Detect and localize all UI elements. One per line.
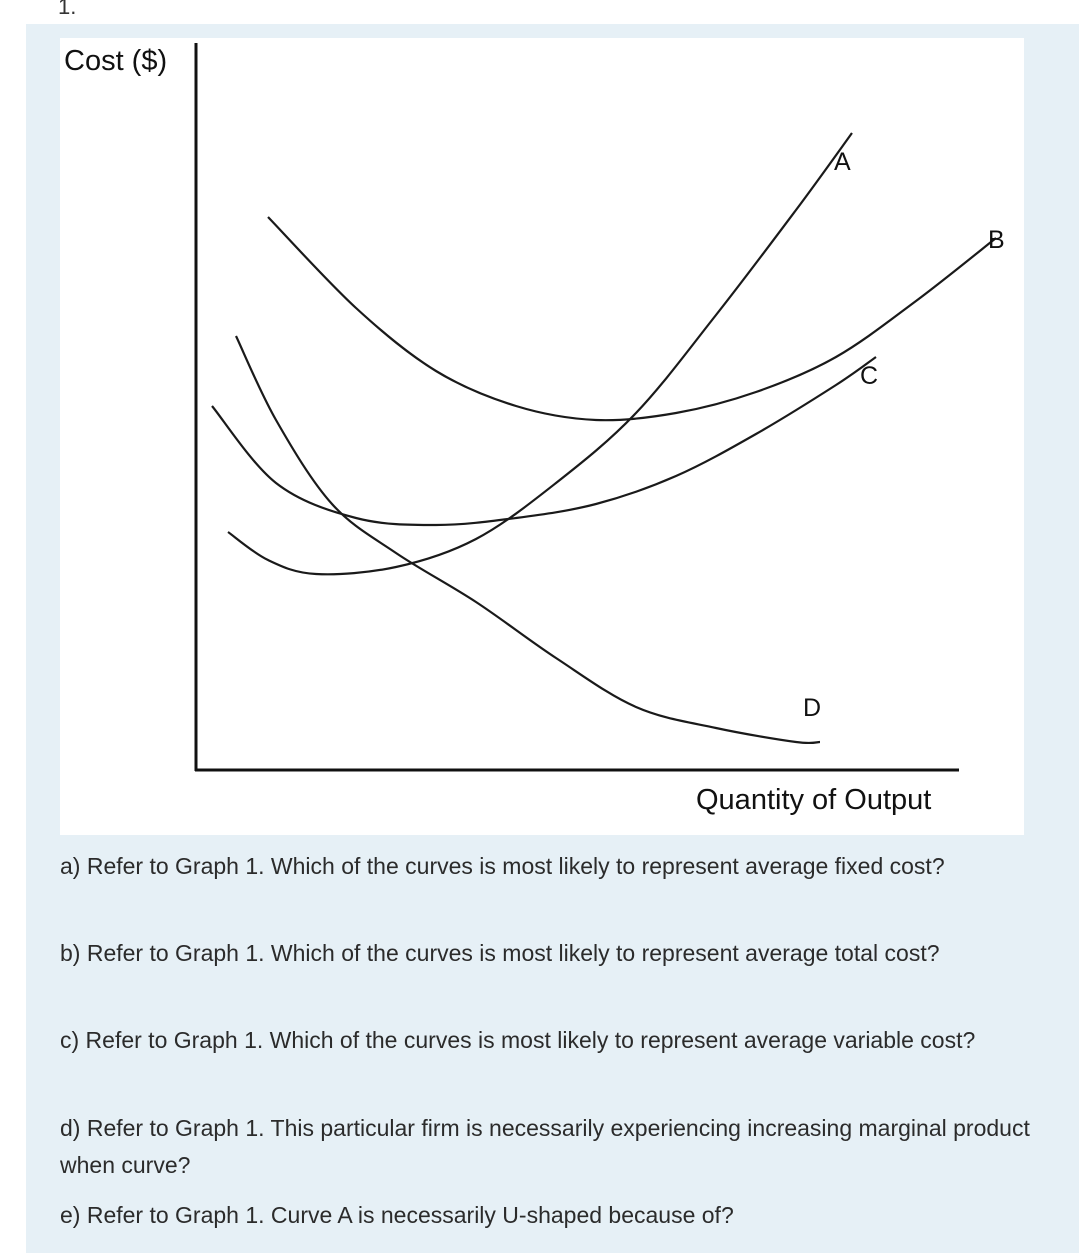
question-c: c) Refer to Graph 1. Which of the curves is most likely to represent average variable cost? bbox=[60, 1027, 976, 1053]
question-number: 1. bbox=[58, 0, 77, 19]
x-axis-label: Quantity of Output bbox=[696, 784, 932, 816]
question-e: e) Refer to Graph 1. Curve A is necessarily U-shaped because of? bbox=[60, 1202, 734, 1228]
curve-d bbox=[236, 336, 820, 743]
curve-label-d: D bbox=[803, 694, 822, 722]
cost-curves-graph bbox=[60, 38, 1024, 835]
curve-label-a: A bbox=[834, 148, 851, 176]
curve-label-b: B bbox=[988, 226, 1005, 254]
cost-curves-chart bbox=[60, 38, 1024, 835]
curve-label-c: C bbox=[860, 362, 879, 390]
curve-c bbox=[212, 357, 879, 525]
y-axis-label: Cost ($) bbox=[64, 45, 168, 77]
question-a: a) Refer to Graph 1. Which of the curves is most likely to represent average fixed cost? bbox=[60, 853, 945, 879]
question-d: d) Refer to Graph 1. This particular firm is necessarily experiencing increasing marginal product when curve? bbox=[60, 1115, 1030, 1178]
curve-b bbox=[268, 217, 996, 420]
question-b: b) Refer to Graph 1. Which of the curves is most likely to represent average total cost? bbox=[60, 940, 940, 966]
